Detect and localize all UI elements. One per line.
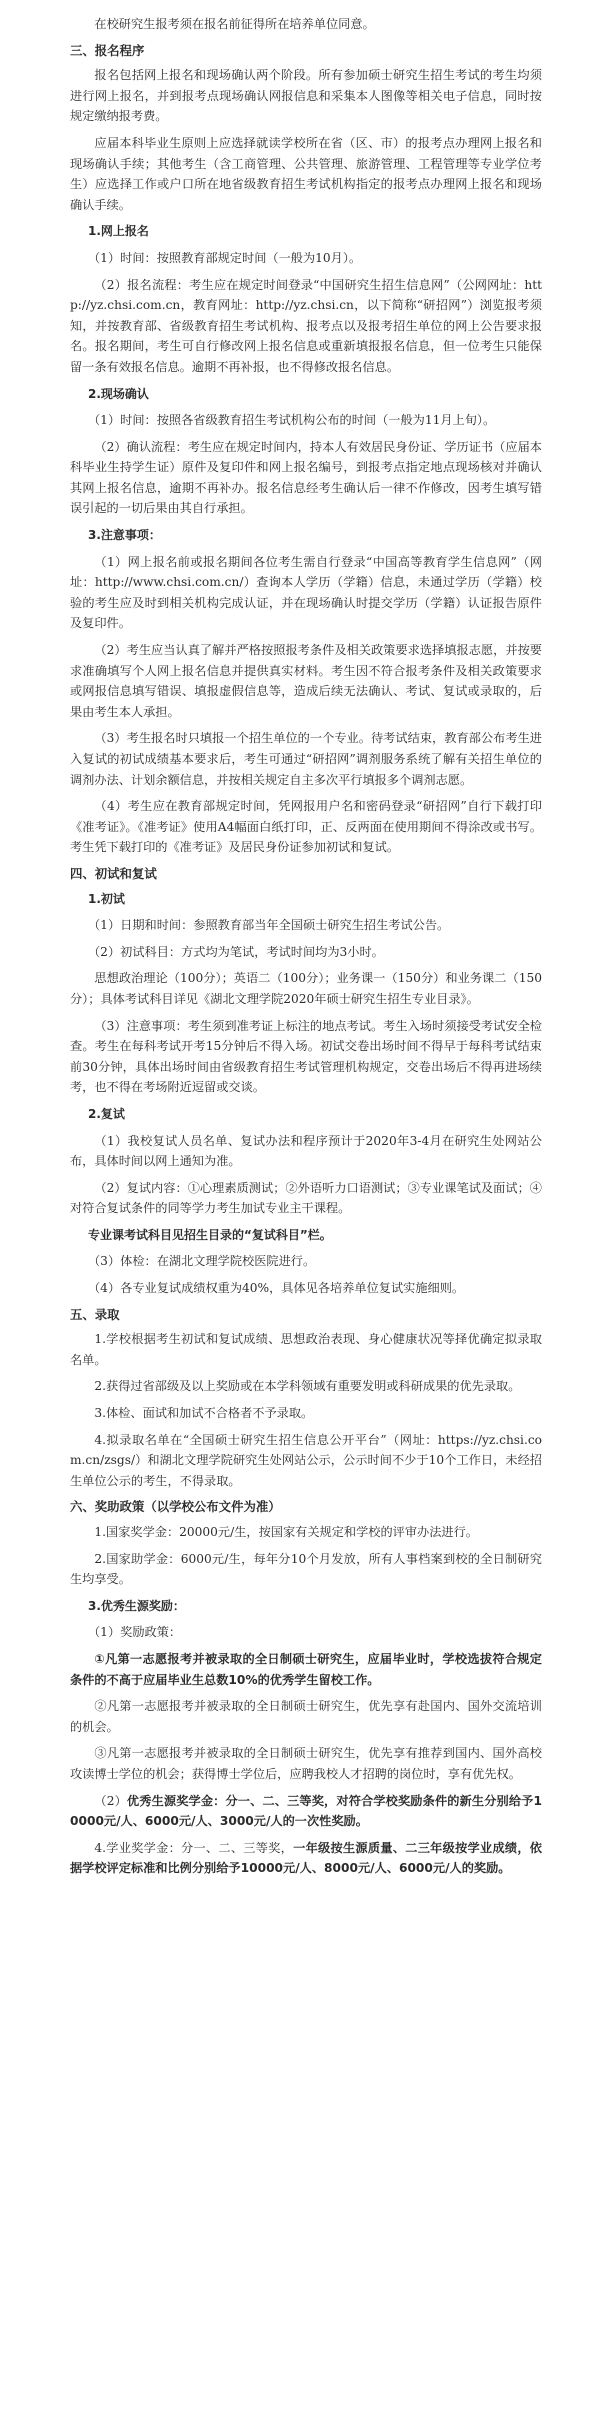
- paragraph: （2）初试科目：方式均为笔试，考试时间均为3小时。: [88, 944, 384, 959]
- paragraph: ②凡第一志愿报考并被录取的全日制硕士研究生，优先享有赴国内、国外交流培训的机会。: [70, 1699, 542, 1734]
- paragraph: 报名包括网上报名和现场确认两个阶段。所有参加硕士研究生招生考试的考生均须进行网上报名，并到报考点现场确认网报信息和采集本人图像等相关电子信息，同时按规定缴纳报考费。: [70, 68, 542, 124]
- section-heading: 五、录取: [70, 1306, 120, 1322]
- paragraph: （3）注意事项：考生须到准考证上标注的地点考试。考生入场时须接受考试安全检查。考生在每科考试开考15分钟后不得入场。初试交卷出场时间不得早于每科考试结束前30分钟，具体出场时间由省级教育招生考试管理机构规定，交卷出场后不得再进场续考，也不得在考场附近逗留或交谈。: [70, 1018, 542, 1095]
- subsection-heading: 3.注意事项：: [88, 528, 161, 543]
- section-heading: 三、报名程序: [70, 42, 145, 58]
- paragraph: 1.学校根据考生初试和复试成绩、思想政治表现、身心健康状况等择优确定拟录取名单。: [70, 1332, 542, 1367]
- subsection-heading: 2.复试: [88, 1106, 125, 1121]
- bold-text: 一年级按生源质量、二三年级按学业成绩，依据学校评定标准和比例分别给予10000元/人、8000元/人、6000元/人的奖励。: [70, 1840, 542, 1876]
- paragraph: 2.国家助学金：6000元/生，每年分10个月发放，所有人事档案到校的全日制研究生均享受。: [70, 1551, 542, 1587]
- paragraph: （1）我校复试人员名单、复试办法和程序预计于2020年3-4月在研究生处网站公布，具体时间以网上通知为准。: [70, 1133, 542, 1169]
- paragraph: （2）确认流程：考生应在规定时间内，持本人有效居民身份证、学历证书（应届本科毕业生持学生证）原件及复印件和网上报名编号，到报考点指定地点现场核对并确认其网上报名信息，逾期不再补办。报名信息经考生确认后一律不作修改，因考生填写错误引起的一切后果由其自行承担。: [70, 439, 542, 516]
- paragraph: （1）网上报名前或报名期间各位考生需自行登录“中国高等教育学生信息网”（网址：http://www.chsi.com.cn/）查询本人学历（学籍）信息，未通过学历（学籍）校验的考生应及时到相关机构完成认证，并在现场确认时提交学历（学籍）认证报告原件及复印件。: [70, 554, 542, 631]
- paragraph: 应届本科毕业生原则上应选择就读学校所在省（区、市）的报考点办理网上报名和现场确认手续；其他考生（含工商管理、公共管理、旅游管理、工程管理等专业学位考生）应选择工作或户口所在地省级教育招生考试机构指定的报考点办理网上报名和现场确认手续。: [70, 135, 542, 212]
- paragraph: （2）复试内容：①心理素质测试；②外语听力口语测试；③专业课笔试及面试；④对符合复试条件的同等学力考生加试专业主干课程。: [70, 1180, 542, 1216]
- paragraph: 4.拟录取名单在“全国硕士研究生招生信息公开平台”（网址：https://yz.chsi.com.cn/zsgs/）和湖北文理学院研究生处网站公示，公示时间不少于10个工作日，未经招生单位公示的考生，不得录取。: [70, 1432, 542, 1488]
- paragraph-with-bold: [70, 1791, 542, 1832]
- paragraph: 3.体检、面试和加试不合格者不予录取。: [94, 1406, 314, 1421]
- section-heading: 六、奖助政策（以学校公布文件为准）: [70, 1499, 281, 1515]
- paragraph: （3）体检：在湖北文理学院校医院进行。: [88, 1254, 316, 1269]
- paragraph: 思想政治理论（100分）；英语二（100分）；业务课一（150分）和业务课二（150分）；具体考试科目详见《湖北文理学院2020年硕士研究生招生专业目录》。: [70, 971, 542, 1006]
- paragraph-lead: （2）: [94, 1793, 127, 1808]
- subsection-heading: 3.优秀生源奖励：: [88, 1598, 185, 1613]
- paragraph: （3）考生报名时只填报一个招生单位的一个专业。待考试结束，教育部公布考生进入复试的初试成绩基本要求后，考生可通过“研招网”调剂服务系统了解有关招生单位的调剂办法、计划余额信息，并按相关规定自主多次平行填报多个调剂志愿。: [70, 731, 542, 787]
- paragraph: 在校研究生报考须在报名前征得所在培养单位同意。: [94, 17, 375, 31]
- bold-text: 优秀生源奖学金：分一、二、三等奖，对符合学校奖励条件的新生分别给予10000元/人、6000元/人、3000元/人的一次性奖励。: [70, 1793, 542, 1829]
- paragraph-lead: 4.学业奖学金：分一、二、三等奖，: [94, 1840, 294, 1855]
- paragraph: （2）考生应当认真了解并严格按照报考条件及相关政策要求选择填报志愿，并按要求准确填写个人网上报名信息并提供真实材料。考生因不符合报考条件及相关政策要求或网报信息填写错误、填报虚假信息等，造成后续无法确认、考试、复试或录取的，后果由考生本人承担。: [70, 643, 542, 719]
- section-heading: 四、初试和复试: [70, 865, 157, 881]
- paragraph: （1）时间：按照教育部规定时间（一般为10月）。: [88, 250, 362, 265]
- paragraph: 2.获得过省部级及以上奖励或在本学科领域有重要发明或科研成果的优先录取。: [94, 1379, 521, 1394]
- paragraph: （2）报名流程：考生应在规定时间登录“中国研究生招生信息网”（公网网址：http://yz.chsi.com.cn，教育网址：http://yz.chsi.cn，以下简称“研招网”）浏览报考须知，并按教育部、省级教育招生考试机构、报考点以及报考招生单位的网上公告要求报名。报名期间，考生可自行修改网上报名信息或重新填报报名信息，但一位考生只能保留一条有效报名信息。逾期不再补报，也不得修改报名信息。: [70, 277, 542, 374]
- subsection-heading: 1.网上报名: [88, 224, 149, 239]
- paragraph: （1）时间：按照各省级教育招生考试机构公布的时间（一般为11月上旬）。: [88, 413, 496, 428]
- paragraph-with-bold: [70, 1838, 542, 1879]
- subsection-heading: 1.初试: [88, 891, 125, 906]
- paragraph: （1）日期和时间：参照教育部当年全国硕士研究生招生考试公告。: [88, 918, 450, 933]
- paragraph: ③凡第一志愿报考并被录取的全日制硕士研究生，优先享有推荐到国内、国外高校攻读博士学位的机会；获得博士学位后，应聘我校人才招聘的岗位时，享有优先权。: [70, 1746, 542, 1781]
- subsection-heading: 专业课考试科目见招生目录的“复试科目”栏。: [88, 1227, 332, 1242]
- subsection-heading: 2.现场确认: [88, 386, 149, 401]
- paragraph: （1）奖励政策：: [88, 1625, 182, 1640]
- bold-text: ①凡第一志愿报考并被录取的全日制硕士研究生，应届毕业时，学校选拔符合规定条件的不高于应届毕业生总数10%的优秀学生留校工作。: [70, 1651, 542, 1687]
- bold-paragraph: [70, 1649, 542, 1690]
- paragraph: （4）各专业复试成绩权重为40%，具体见各培养单位复试实施细则。: [88, 1281, 465, 1296]
- paragraph: （4）考生应在教育部规定时间，凭网报用户名和密码登录“研招网”自行下载打印《准考证》。《准考证》使用A4幅面白纸打印，正、反两面在使用期间不得涂改或书写。考生凭下载打印的《准考证》及居民身份证参加初试和复试。: [70, 799, 542, 855]
- paragraph: 1.国家奖学金：20000元/生，按国家有关规定和学校的评审办法进行。: [94, 1525, 478, 1539]
